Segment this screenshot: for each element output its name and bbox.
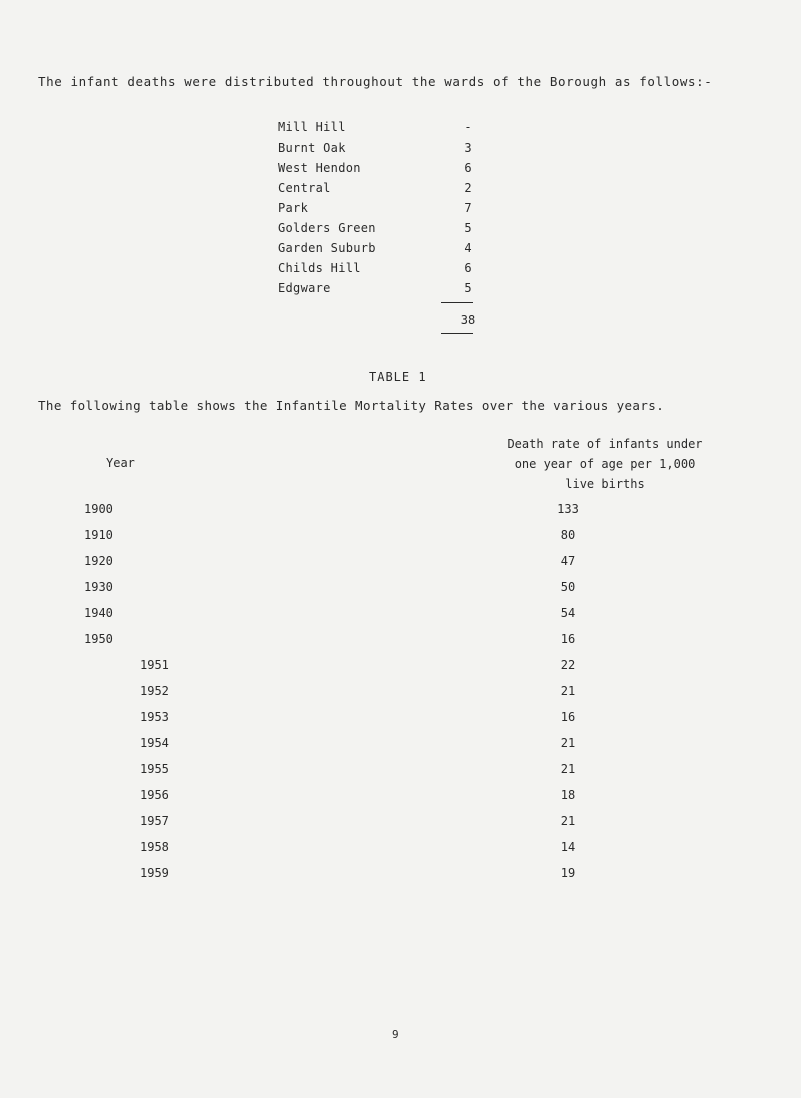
table-year: 1950: [84, 632, 113, 646]
ward-count: 3: [464, 141, 472, 155]
table-rate: 54: [560, 606, 576, 620]
ward-name: Golders Green: [278, 221, 376, 235]
table-rate: 14: [560, 840, 576, 854]
ward-name: Garden Suburb: [278, 241, 376, 255]
table-title: TABLE 1: [369, 370, 427, 384]
table-year: 1910: [84, 528, 113, 542]
table-year: 1930: [84, 580, 113, 594]
page-number: 9: [392, 1028, 399, 1041]
ward-count: 6: [464, 261, 472, 275]
total-rule-bottom: [441, 333, 473, 334]
table-year: 1958: [140, 840, 169, 854]
ward-name: West Hendon: [278, 161, 361, 175]
table-rate: 50: [560, 580, 576, 594]
ward-name: Central: [278, 181, 331, 195]
ward-count: 6: [464, 161, 472, 175]
ward-count: -: [464, 120, 472, 134]
ward-count: 7: [464, 201, 472, 215]
table-rate: 19: [560, 866, 576, 880]
table-year: 1920: [84, 554, 113, 568]
ward-count: 4: [464, 241, 472, 255]
total-rule-top: [441, 302, 473, 303]
table-rate: 16: [560, 632, 576, 646]
table-rate: 21: [560, 736, 576, 750]
table-description: The following table shows the Infantile Mortality Rates over the various years.: [38, 398, 665, 413]
ward-name: Mill Hill: [278, 120, 346, 134]
table-year: 1956: [140, 788, 169, 802]
table-rate: 21: [560, 762, 576, 776]
ward-name: Childs Hill: [278, 261, 361, 275]
intro-text: The infant deaths were distributed throughout the wards of the Borough as follows:-: [38, 74, 713, 89]
table-rate: 47: [560, 554, 576, 568]
table-rate: 133: [557, 502, 579, 516]
table-rate: 16: [560, 710, 576, 724]
ward-name: Edgware: [278, 281, 331, 295]
ward-total: 38: [460, 313, 476, 327]
table-year: 1940: [84, 606, 113, 620]
table-year: 1955: [140, 762, 169, 776]
ward-name: Park: [278, 201, 309, 215]
column-header-year: Year: [106, 456, 135, 470]
ward-count: 5: [464, 281, 472, 295]
table-rate: 21: [560, 814, 576, 828]
column-header-rate-line3: live births: [565, 477, 645, 491]
table-rate: 21: [560, 684, 576, 698]
table-year: 1959: [140, 866, 169, 880]
column-header-rate-line2: one year of age per 1,000: [514, 457, 696, 471]
ward-name: Burnt Oak: [278, 141, 346, 155]
ward-count: 2: [464, 181, 472, 195]
table-rate: 80: [560, 528, 576, 542]
table-year: 1952: [140, 684, 169, 698]
table-rate: 18: [560, 788, 576, 802]
table-year: 1953: [140, 710, 169, 724]
table-year: 1957: [140, 814, 169, 828]
table-year: 1900: [84, 502, 113, 516]
column-header-rate-line1: Death rate of infants under: [507, 437, 703, 451]
table-year: 1951: [140, 658, 169, 672]
table-rate: 22: [560, 658, 576, 672]
ward-count: 5: [464, 221, 472, 235]
table-year: 1954: [140, 736, 169, 750]
